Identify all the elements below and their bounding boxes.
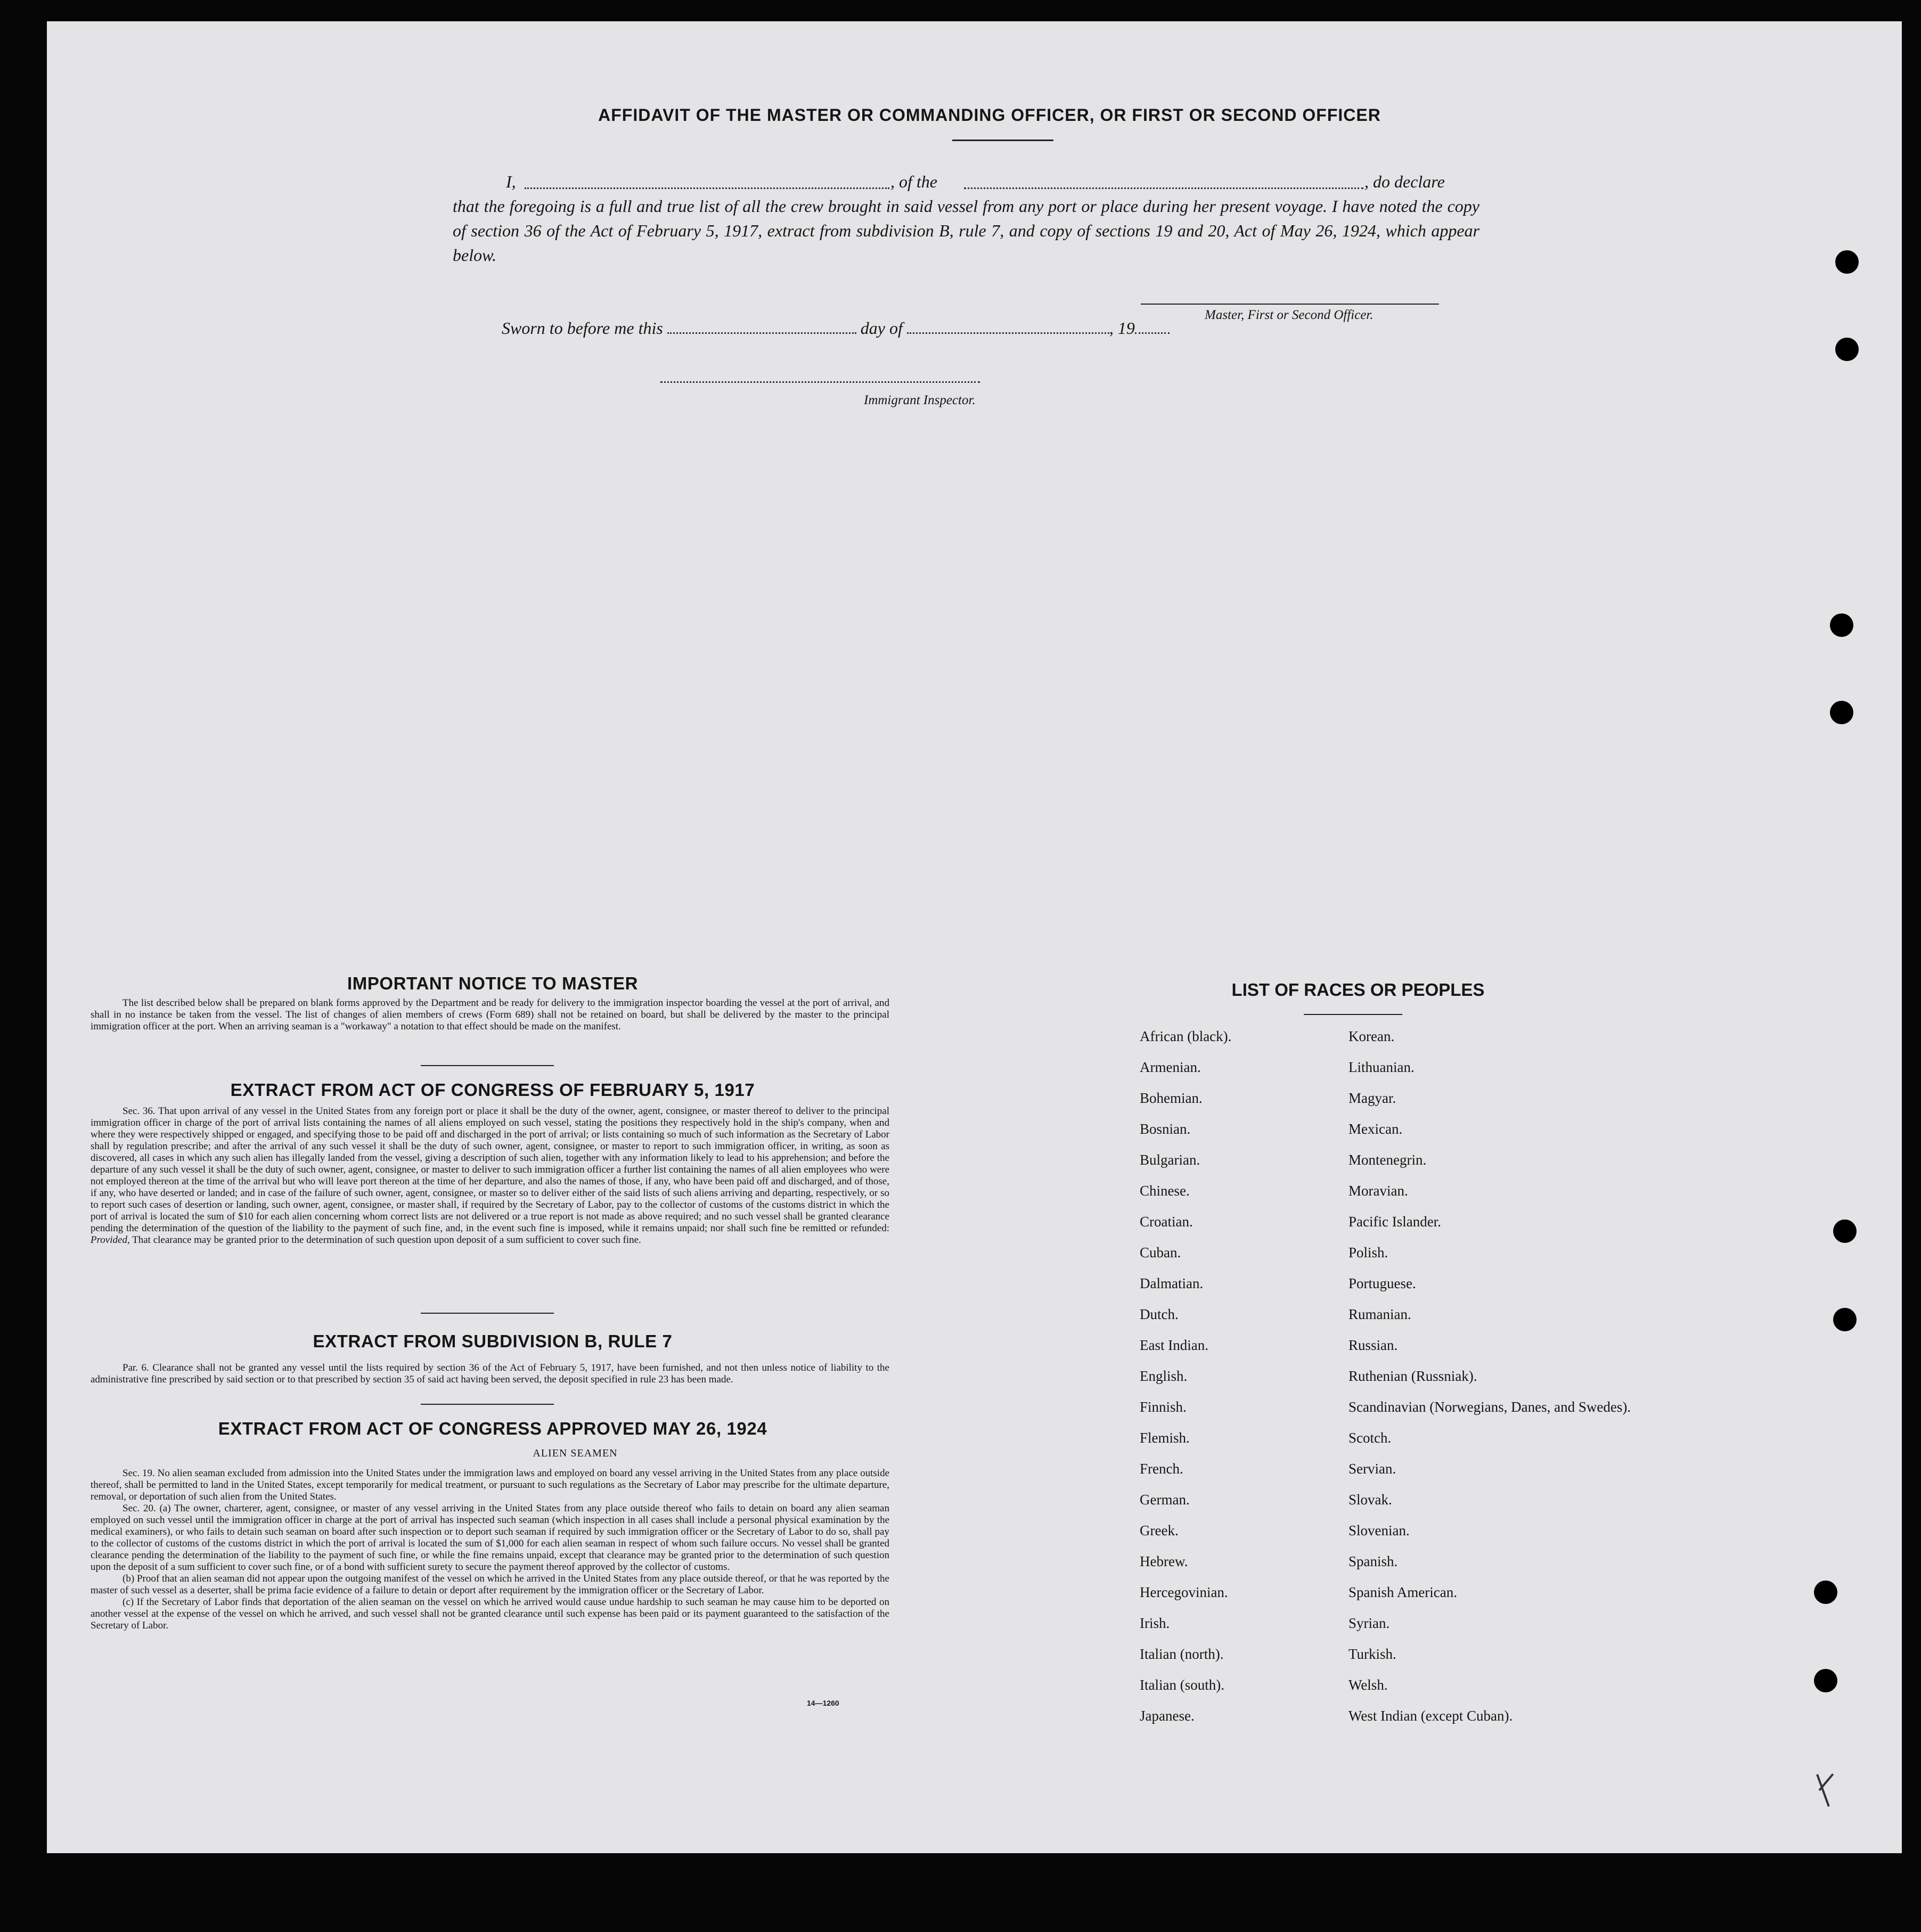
race-item: West Indian (except Cuban). <box>1348 1708 1513 1724</box>
affidavit-do-declare: , do declare <box>1364 172 1445 191</box>
race-item: Croatian. <box>1140 1214 1193 1230</box>
punch-hole <box>1833 1308 1857 1331</box>
title-divider <box>952 140 1053 141</box>
race-item: Polish. <box>1348 1245 1388 1260</box>
race-item: Italian (north). <box>1140 1646 1224 1662</box>
punch-hole <box>1833 1219 1857 1243</box>
declarant-name-field[interactable] <box>525 187 889 189</box>
race-item: Scandinavian (Norwegians, Danes, and Swedes). <box>1348 1399 1631 1415</box>
notice-title: IMPORTANT NOTICE TO MASTER <box>347 973 639 993</box>
master-signature-label: Master, First or Second Officer. <box>1205 308 1374 322</box>
affidavit-statement <box>453 169 1479 267</box>
race-item: French. <box>1140 1461 1183 1477</box>
affidavit-body: that the foregoing is a full and true list of all the crew brought in said vessel from any port or place during her present voyage. I have noted the copy of section 36 of the Act of February 5, 1917, extract from subdivision B, rule 7, and copy of sections 19 and 20, Act of May 26, 1924, which appear below. <box>453 197 1479 265</box>
punch-hole <box>1830 613 1853 637</box>
punch-hole <box>1835 338 1859 361</box>
race-item: Montenegrin. <box>1348 1152 1427 1168</box>
races-right-column <box>1348 1028 1631 1738</box>
race-item: Spanish. <box>1348 1553 1398 1569</box>
section-20c: (c) If the Secretary of Labor finds that deportation of the alien seaman on the vessel on which he arrived would cause undue hardship to such seaman he may cause him to be deported on another vessel at the expense of the vessel on which he arrived, and such vessel shall not be granted clearance until such expense has been paid or its payment guaranteed to the satisfaction of the Secretary of Labor. <box>91 1597 889 1631</box>
race-item: Magyar. <box>1348 1090 1396 1106</box>
races-left-column <box>1140 1028 1231 1738</box>
sworn-day-field[interactable] <box>667 329 856 334</box>
race-item: Rumanian. <box>1348 1306 1411 1322</box>
race-item: East Indian. <box>1140 1337 1208 1353</box>
race-item: Bosnian. <box>1140 1121 1191 1137</box>
race-item: Flemish. <box>1140 1430 1190 1446</box>
extract-1917-text-end: That clearance may be granted prior to the determination of such question upon deposit of a sum sufficient to cover such fine. <box>132 1234 641 1246</box>
race-item: Mexican. <box>1348 1121 1403 1137</box>
race-item: Pacific Islander. <box>1348 1214 1441 1230</box>
extract-1917-divider <box>421 1313 554 1314</box>
race-item: Dutch. <box>1140 1306 1179 1322</box>
section-19: Sec. 19. No alien seaman excluded from admission into the United States under the immigration laws and employed on board any vessel arriving in the United States from any place outside thereof, shall be permitted to land in the United States, except temporarily for medical treatment, or pursuant to such regulations as the Secretary of Labor may prescribe for the ultimate departure, removal, or deportation of such alien from the United States. <box>91 1468 889 1502</box>
sworn-year-field[interactable] <box>1135 329 1170 334</box>
punch-hole <box>1835 250 1859 274</box>
race-item: Slovak. <box>1348 1492 1392 1508</box>
extract-1917-body <box>91 1106 889 1246</box>
race-item: Syrian. <box>1348 1615 1390 1631</box>
race-item: Spanish American. <box>1348 1584 1457 1600</box>
race-item: Finnish. <box>1140 1399 1187 1415</box>
form-number: 14—1260 <box>807 1699 839 1707</box>
race-item: African (black). <box>1140 1028 1232 1044</box>
race-item: Scotch. <box>1348 1430 1392 1446</box>
affidavit-i: I, <box>506 172 516 191</box>
alien-seamen-heading: ALIEN SEAMEN <box>533 1447 618 1459</box>
sworn-prefix: Sworn to before me this <box>502 318 663 338</box>
race-item: Hebrew. <box>1140 1553 1188 1569</box>
punch-hole <box>1830 701 1853 724</box>
sworn-day-of: day of <box>860 318 903 338</box>
race-item: Welsh. <box>1348 1677 1388 1693</box>
notice-body: The list described below shall be prepared on blank forms approved by the Department and be ready for delivery to the immigration inspector boarding the vessel at the port of arrival, and shall in no instance be taken from the vessel. The list of changes of alien members of crews (Form 689) shall not be retained on board, but shall be delivered by the master to the principal immigration officer at the port. When an arriving seaman is a "workaway" a notation to that effect should be made on the manifest. <box>91 997 889 1032</box>
race-item: Servian. <box>1348 1461 1396 1477</box>
race-item: Russian. <box>1348 1337 1398 1353</box>
race-item: German. <box>1140 1492 1190 1508</box>
affidavit-declaration-line <box>453 169 1479 194</box>
punch-hole <box>1814 1581 1837 1604</box>
sworn-line <box>502 318 1170 338</box>
race-item: Lithuanian. <box>1348 1059 1415 1075</box>
sworn-month-field[interactable] <box>907 329 1109 334</box>
vessel-name-field[interactable] <box>964 187 1363 189</box>
sworn-year-label: , 19 <box>1109 318 1135 338</box>
extract-1917-provided: Provided, <box>91 1234 130 1246</box>
affidavit-of-the: , of the <box>890 172 937 191</box>
section-20b: (b) Proof that an alien seaman did not appear upon the outgoing manifest of the vessel on which he arrived in the United States from any place outside thereof, or that he was reported by the master of such vessel as a deserter, shall be prima facie evidence of a failure to detain or deport after requirement by the immigration officer or the Secretary of Labor. <box>91 1573 889 1596</box>
punch-hole <box>1814 1669 1837 1692</box>
extract-1917-title: EXTRACT FROM ACT OF CONGRESS OF FEBRUARY 5, 1917 <box>230 1080 755 1100</box>
race-item: Portuguese. <box>1348 1275 1416 1291</box>
race-item: Turkish. <box>1348 1646 1396 1662</box>
race-item: Ruthenian (Russniak). <box>1348 1368 1477 1384</box>
race-item: Korean. <box>1348 1028 1395 1044</box>
extract-1924-body <box>91 1468 889 1632</box>
race-item: English. <box>1140 1368 1188 1384</box>
races-title: LIST OF RACES OR PEOPLES <box>1231 980 1485 1000</box>
race-item: Irish. <box>1140 1615 1170 1631</box>
inspector-signature-line[interactable] <box>660 381 980 383</box>
race-item: Cuban. <box>1140 1245 1181 1260</box>
race-item: Bohemian. <box>1140 1090 1203 1106</box>
extract-1924-title: EXTRACT FROM ACT OF CONGRESS APPROVED MAY 26, 1924 <box>218 1419 767 1438</box>
race-item: Moravian. <box>1348 1183 1408 1199</box>
race-item: Bulgarian. <box>1140 1152 1200 1168</box>
race-item: Chinese. <box>1140 1183 1190 1199</box>
race-item: Hercegovinian. <box>1140 1584 1228 1600</box>
race-item: Slovenian. <box>1348 1522 1410 1538</box>
race-item: Greek. <box>1140 1522 1179 1538</box>
race-item: Armenian. <box>1140 1059 1201 1075</box>
rule7-title: EXTRACT FROM SUBDIVISION B, RULE 7 <box>313 1331 673 1351</box>
section-20a: Sec. 20. (a) The owner, charterer, agent, consignee, or master of any vessel arriving in the United States from any place outside thereof who fails to detain on board any alien seaman employed on such vessel until the immigration officer in charge at the port of arrival has inspected such seaman (which inspection in all cases shall include a personal physical examination by the medical examiners), or who fails to detain such seaman on board after such inspection or to deport such seaman if required by such immigration officer or the Secretary of Labor to do so, shall pay to the collector of customs of the customs district in which the port of arrival is located the sum of $1,000 for each alien seaman in respect of whom such failure occurs. No vessel shall be granted clearance pending the determination of the liability to the payment of such fine, or while the fine remains unpaid, except that clearance may be granted prior to the determination of such question upon the deposit of a sum sufficient to cover such fine, or of a bond with sufficient surety to secure the payment thereof approved by the collector of customs. <box>91 1503 889 1573</box>
notice-divider <box>421 1065 554 1066</box>
race-item: Dalmatian. <box>1140 1275 1204 1291</box>
rule7-body: Par. 6. Clearance shall not be granted any vessel until the lists required by section 36 of the Act of February 5, 1917, have been furnished, and not then unless notice of liability to the administrative fine prescribed by said section or to that prescribed by section 35 of said act having been served, the deposit specified in rule 23 has been made. <box>91 1362 889 1385</box>
races-divider <box>1304 1014 1402 1015</box>
affidavit-title: AFFIDAVIT OF THE MASTER OR COMMANDING OFFICER, OR FIRST OR SECOND OFFICER <box>598 105 1381 125</box>
inspector-label: Immigrant Inspector. <box>864 393 976 407</box>
master-signature-line[interactable] <box>1141 304 1439 305</box>
race-item: Japanese. <box>1140 1708 1195 1724</box>
extract-1917-text: Sec. 36. That upon arrival of any vessel in the United States from any foreign port or place it shall be the duty of the owner, agent, consignee, or master thereof to deliver to the principal immigration officer in charge of the port of arrival lists containing the names of all aliens employed on such vessel, stating the positions they respectively hold in the ship's company, when and where they were respectively shipped or engaged, and specifying those to be paid off and discharged in the port of arrival; or lists containing so much of such information as the Secretary of Labor shall by regulation prescribe; and after the arrival of any such vessel it shall be the duty of such owner, agent, consignee, or master to report to such immigration officer, in writing, as soon as discovered, all cases in which any such alien has illegally landed from the vessel, giving a description of such alien, together with any information likely to lead to his apprehension; and before the departure of any such vessel it shall be the duty of such owner, agent, consignee, or master to deliver to such immigration officer a further list containing the names of all alien employees who were not employed thereon at the time of the arrival but who will leave port thereon at the time of her departure, and also the names of those, if any, who have been paid off and discharged, and of those, if any, who have deserted or landed; and in case of the failure of such owner, agent, consignee, or master so to deliver either of the said lists of such aliens arriving and departing, respectively, or so to report such cases of desertion or landing, such owner, agent, consignee, or master shall, if required by the Secretary of Labor, pay to the collector of customs of the customs district in which the port of arrival is located the sum of $10 for each alien concerning whom correct lists are not delivered or a true report is not made as above required; and no such vessel shall be granted clearance pending the determination of the question of the liability to the payment of such fine, and, in the event such fine is imposed, while it remains unpaid; nor shall such fine be remitted or refunded: <box>91 1106 889 1234</box>
race-item: Italian (south). <box>1140 1677 1224 1693</box>
rule7-divider <box>421 1404 554 1405</box>
